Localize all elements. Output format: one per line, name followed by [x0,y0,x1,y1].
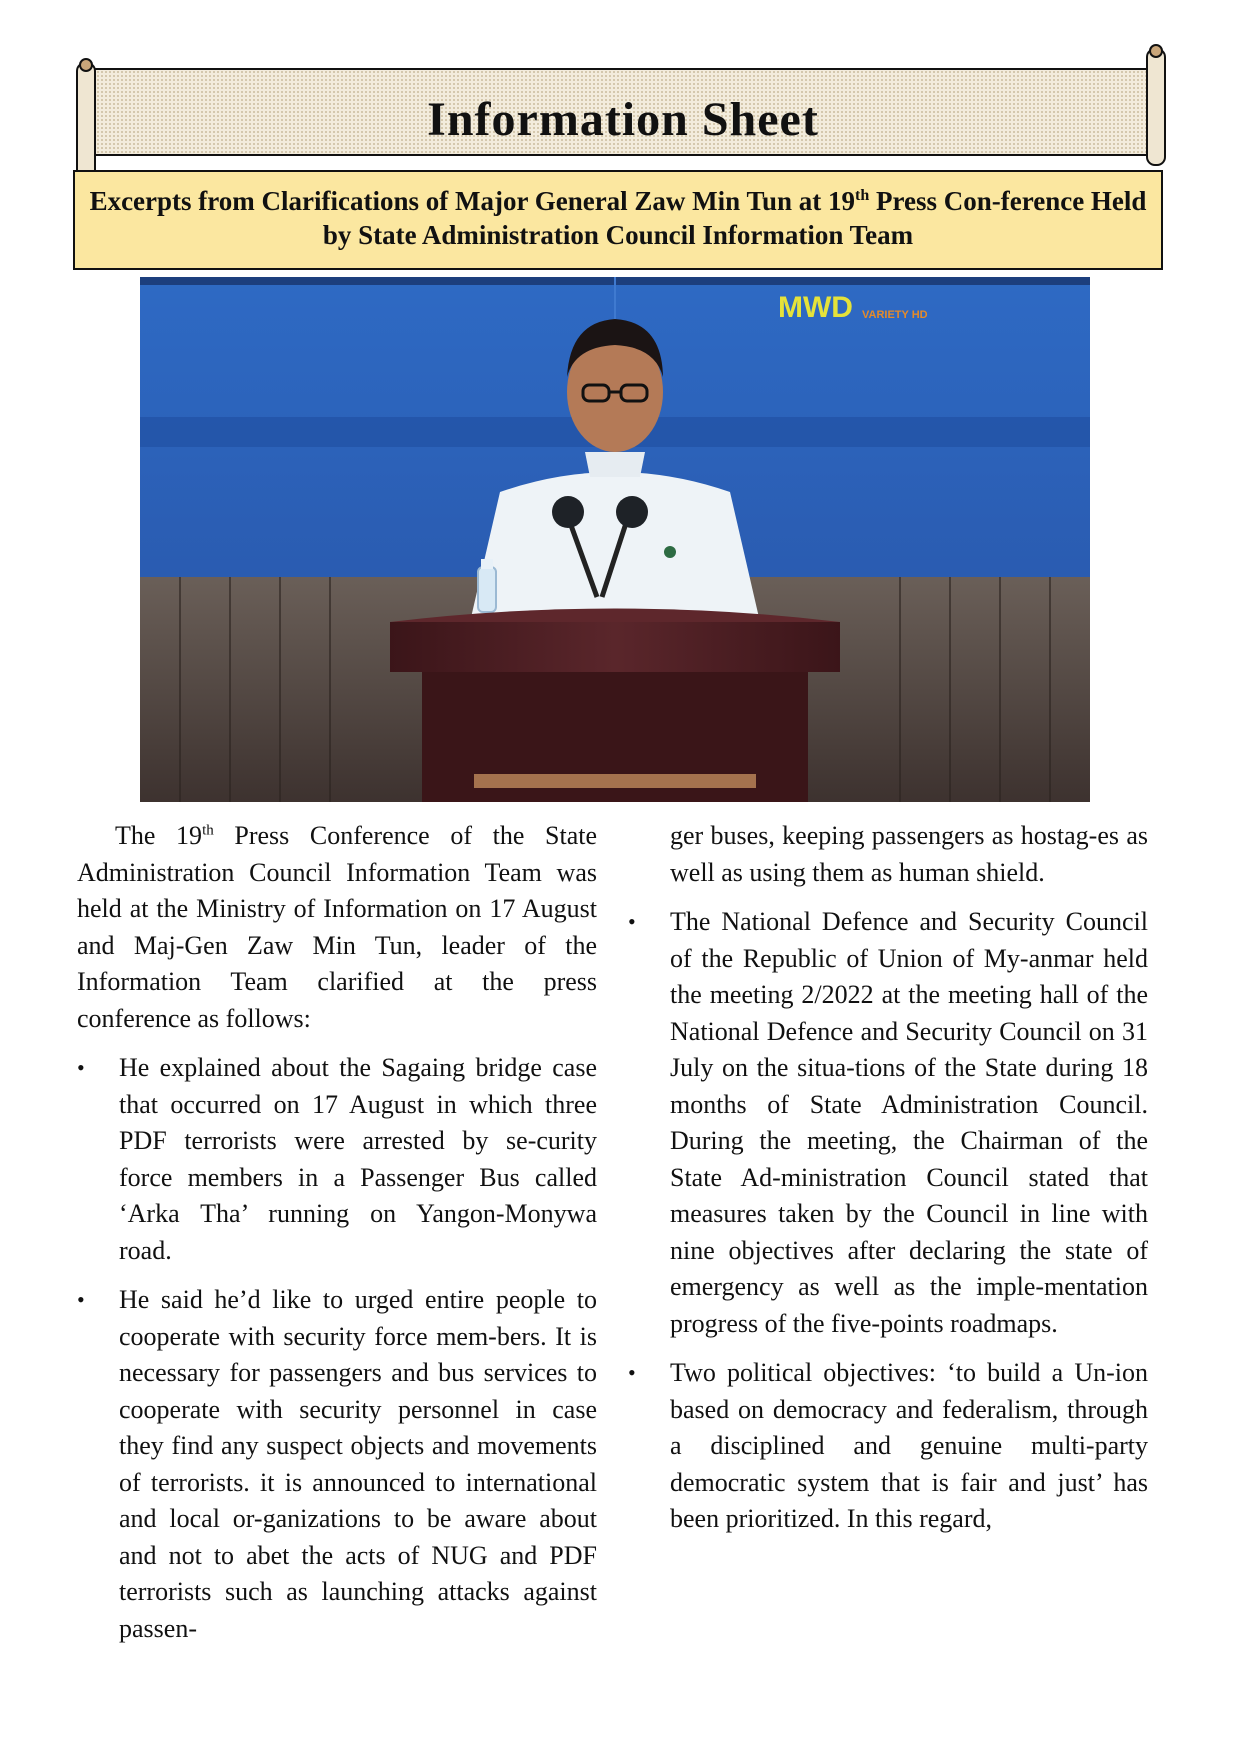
list-item: • Two political objectives: ‘to build a Un-ion based on democracy and federalism, through a disciplined and genuine multi-party democratic system that is fair and just’ has been prioritized. In this regard, [628,1355,1148,1538]
press-conference-photo [140,277,1090,802]
scroll-knob-right [1149,44,1163,58]
scroll-roll-left [76,62,96,184]
channel-logo: MWD [778,291,853,324]
banner-scroll-body [90,68,1156,156]
speaker-shirt [470,472,760,622]
subtitle-text-2: Press Con-ference Held by State Administration Council Information Team [322,186,1147,250]
intro-paragraph [77,818,597,1037]
photo-illustration [140,277,1090,802]
channel-logo-sub: VARIETY HD [862,309,928,321]
subtitle-superscript: th [855,187,870,204]
continued-paragraph: ger buses, keeping passengers as hostag-es as well as using them as human shield. [670,821,1148,887]
list-item: • He explained about the Sagaing bridge case that occurred on 17 August in which three PDF terrorists were arrested by se-curity force members in a Passenger Bus called ‘Arka Tha’ running on Yangon-Monywa road. [77,1050,597,1269]
list-item: • The National Defence and Security Council of the Republic of Union of My-anmar held the meeting 2/2022 at the meeting hall of the National Defence and Security Council on 31 July on the situa-tions of the State during 18 months of State Administration Council. During the meeting, the Chairman of the State Ad-ministration Council stated that measures taken by the Council in line with nine objectives after declaring the state of emergency as well as the imple-mentation progress of the five-points roadmaps. [628,904,1148,1342]
page-title: Information Sheet [427,93,819,146]
scroll-roll-right [1146,48,1166,166]
list-item: • He said he’d like to urged entire people to cooperate with security force mem-bers. It is necessary for passengers and bus services to cooperate with security personnel in case they find any suspect objects and movements of terrorists. it is announced to international and local or-ganizations to be aware about and not to abet the acts of NUG and PDF terrorists such as launching attacks against passen- [77,1282,597,1647]
left-bullet-list [77,1050,597,1647]
right-bullet-list [628,904,1148,1538]
intro-text-2: Press Conference of the State Administration Council Information Team was held at the Ministry of Information on 17 August and Maj-Gen Zaw Min Tun, leader of the Information Team clarified at the press conference as follows: [77,821,598,1033]
left-column [77,818,597,1647]
intro-superscript: th [202,822,214,839]
intro-text-1: The 19 [115,821,203,850]
right-column [628,818,1148,1538]
scroll-knob-left [79,58,93,72]
subtitle-box [73,170,1163,270]
title-banner [76,62,1166,160]
subtitle-text-1: Excerpts from Clarifications of Major General Zaw Min Tun at 19 [89,186,856,216]
